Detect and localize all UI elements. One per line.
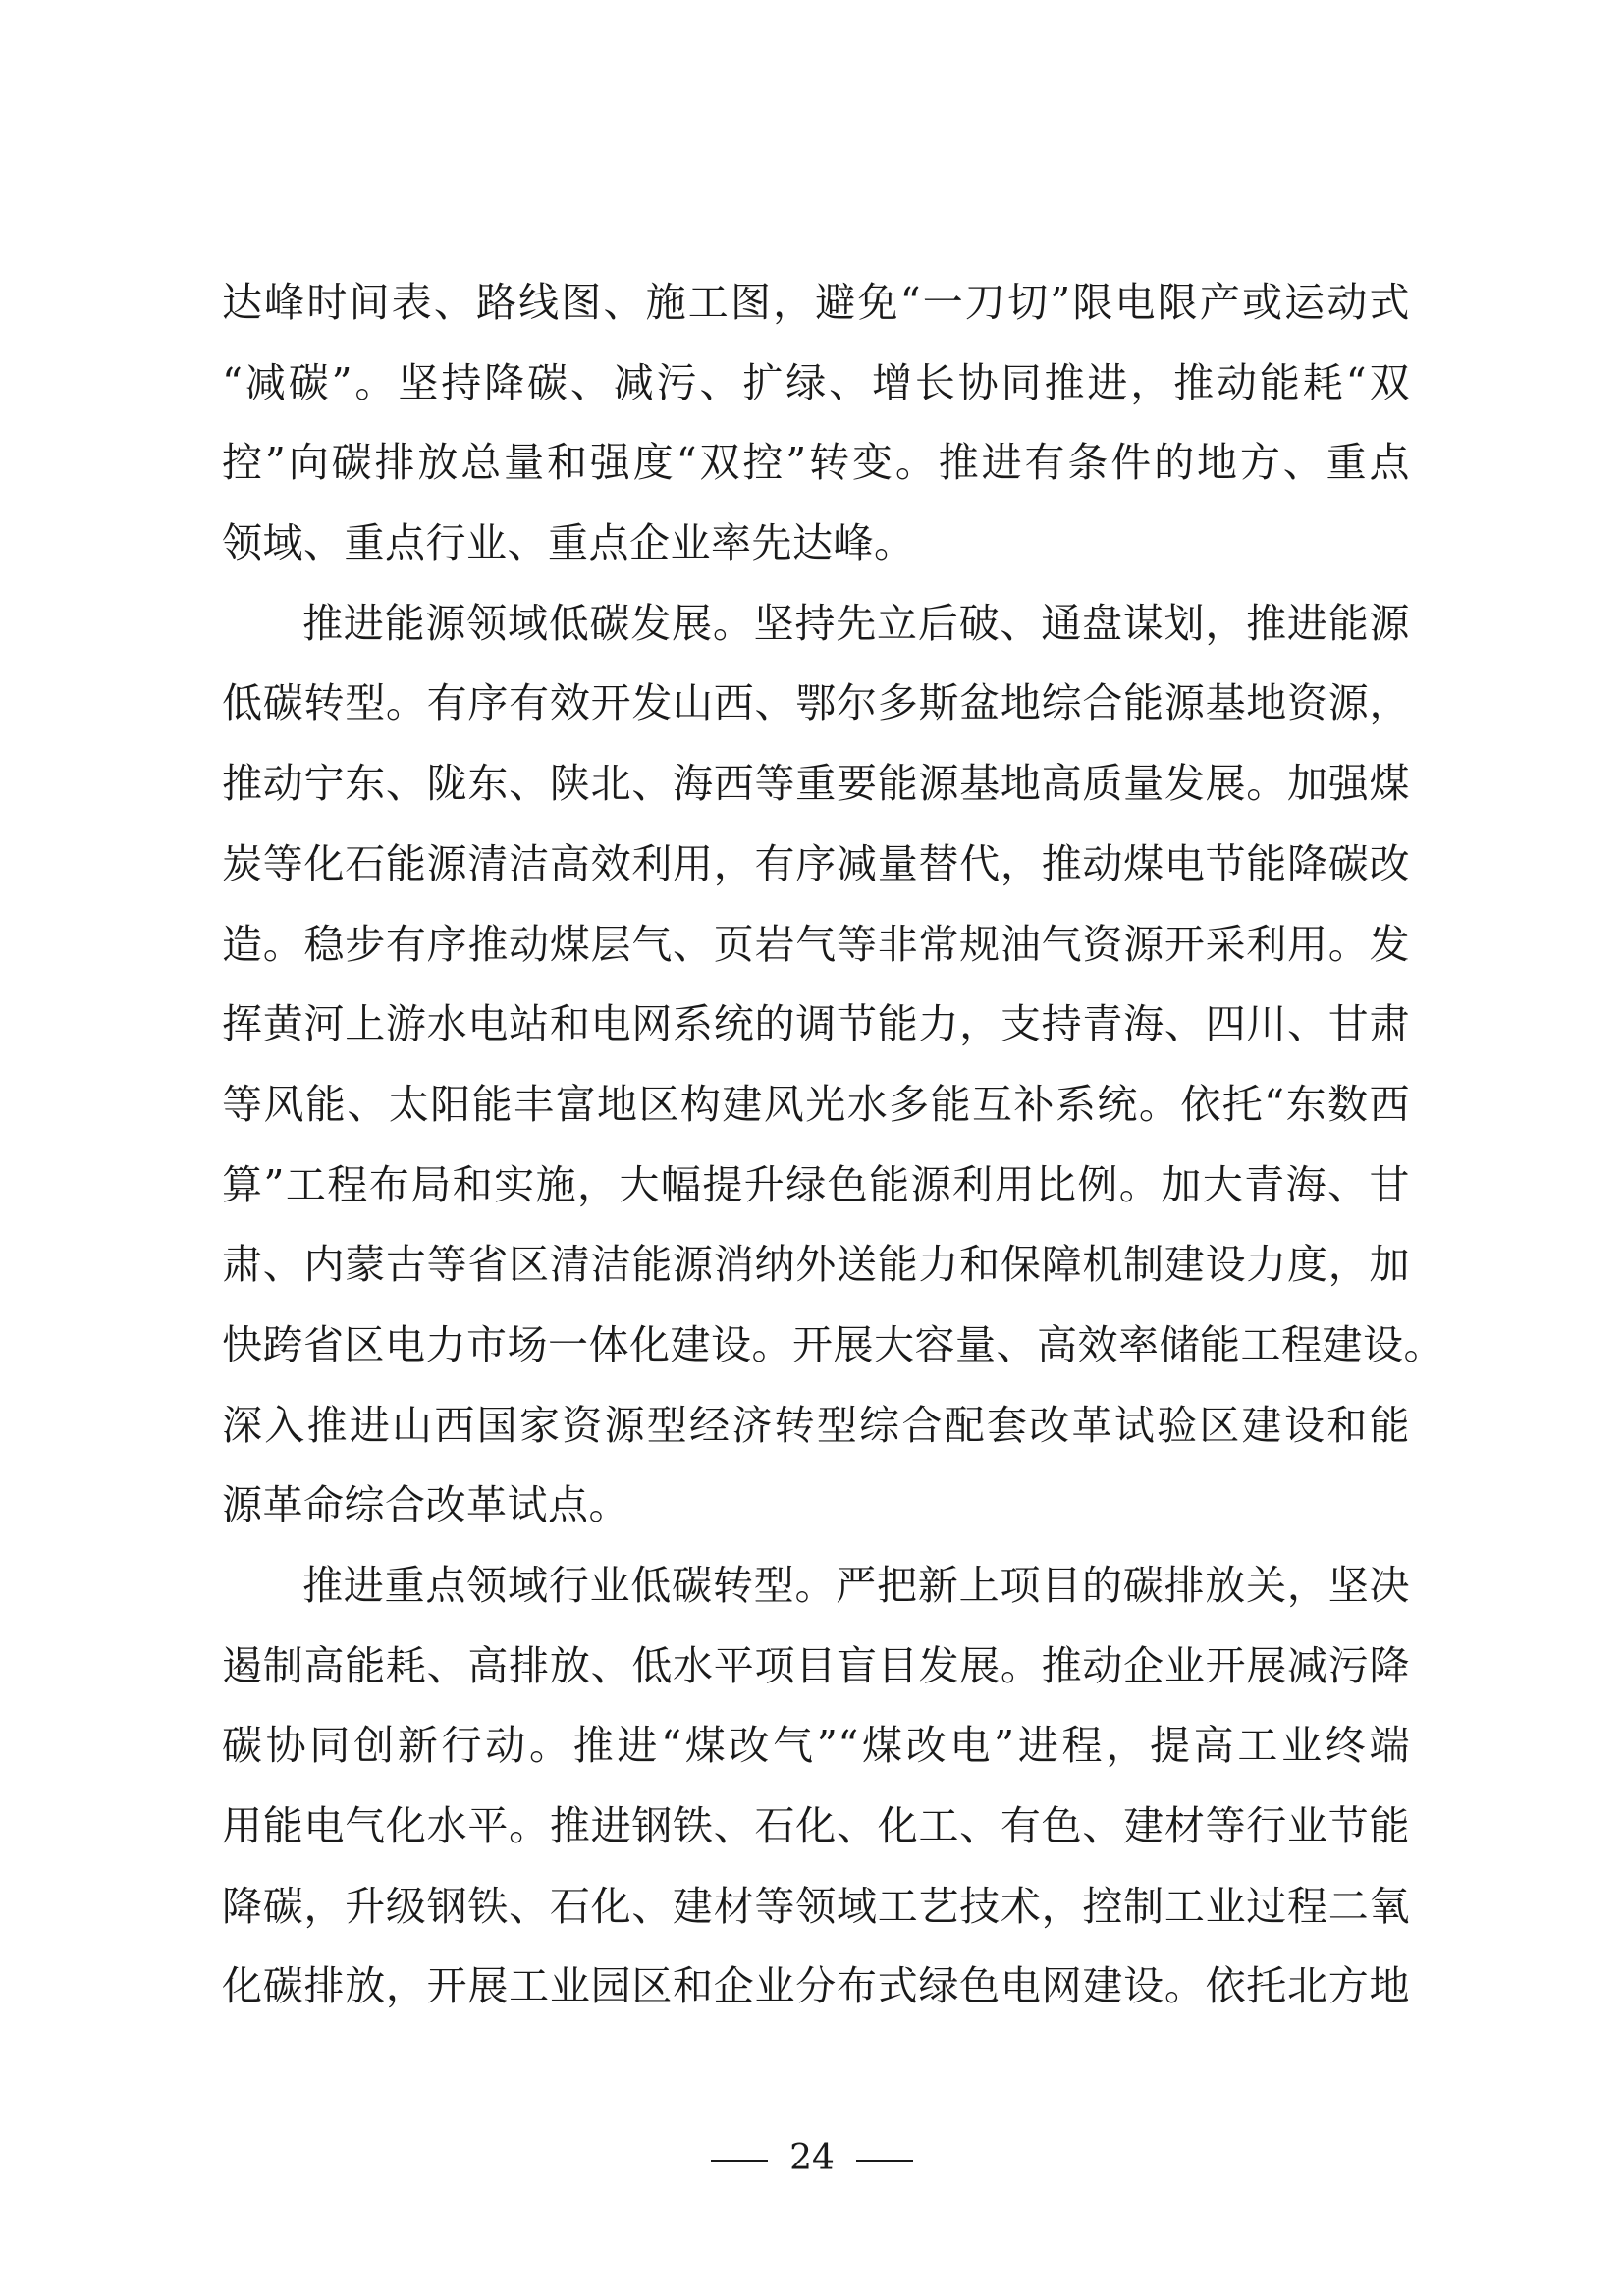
text-line: 用能电气化水平。推进钢铁、石化、化工、有色、建材等行业节能: [222, 1802, 1410, 1850]
text-line: 低碳转型。有序有效开发山西、鄂尔多斯盆地综合能源基地资源，: [222, 679, 1410, 727]
text-line: 化碳排放，开展工业园区和企业分布式绿色电网建设。依托北方地: [222, 1962, 1410, 2010]
text-line: 达峰时间表、路线图、施工图，避免“一刀切”限电限产或运动式: [222, 279, 1410, 326]
text-line: 算”工程布局和实施，大幅提升绿色能源利用比例。加大青海、甘: [222, 1160, 1410, 1208]
text-line: 领域、重点行业、重点企业率先达峰。: [222, 519, 915, 567]
text-line: 造。稳步有序推动煤层气、页岩气等非常规油气资源开采利用。发: [222, 920, 1410, 968]
text-line: 快跨省区电力市场一体化建设。开展大容量、高效率储能工程建设。: [222, 1320, 1444, 1368]
left-dash: [711, 2160, 768, 2162]
text-line: “减碳”。坚持降碳、减污、扩绿、增长协同推进，推动能耗“双: [222, 358, 1410, 406]
text-line: 降碳，升级钢铁、石化、建材等领域工艺技术，控制工业过程二氧: [222, 1882, 1410, 1930]
text-line: 等风能、太阳能丰富地区构建风光水多能互补系统。依托“东数西: [222, 1080, 1410, 1128]
text-line: 推动宁东、陇东、陕北、海西等重要能源基地高质量发展。加强煤: [222, 760, 1410, 808]
page-number-footer: [0, 2138, 1624, 2178]
paragraph-start-line: 推进重点领域行业低碳转型。严把新上项目的碳排放关，坚决: [302, 1562, 1410, 1609]
text-line: 挥黄河上游水电站和电网系统的调节能力，支持青海、四川、甘肃: [222, 1000, 1410, 1048]
text-line: 炭等化石能源清洁高效利用，有序减量替代，推动煤电节能降碳改: [222, 839, 1410, 887]
text-line: 碳协同创新行动。推进“煤改气”“煤改电”进程，提高工业终端: [222, 1722, 1410, 1770]
text-line: 深入推进山西国家资源型经济转型综合配套改革试验区建设和能: [222, 1401, 1410, 1449]
text-line: 源革命综合改革试点。: [222, 1481, 629, 1529]
paragraph-start-line: 推进能源领域低碳发展。坚持先立后破、通盘谋划，推进能源: [302, 599, 1410, 647]
text-line: 遏制高能耗、高排放、低水平项目盲目发展。推动企业开展减污降: [222, 1641, 1410, 1689]
body-text: [222, 263, 1444, 2027]
text-line: 控”向碳排放总量和强度“双控”转变。推进有条件的地方、重点: [222, 439, 1410, 487]
right-dash: [856, 2160, 913, 2162]
page-number: 24: [789, 2138, 835, 2178]
text-line: 肃、内蒙古等省区清洁能源消纳外送能力和保障机制建设力度，加: [222, 1241, 1410, 1289]
